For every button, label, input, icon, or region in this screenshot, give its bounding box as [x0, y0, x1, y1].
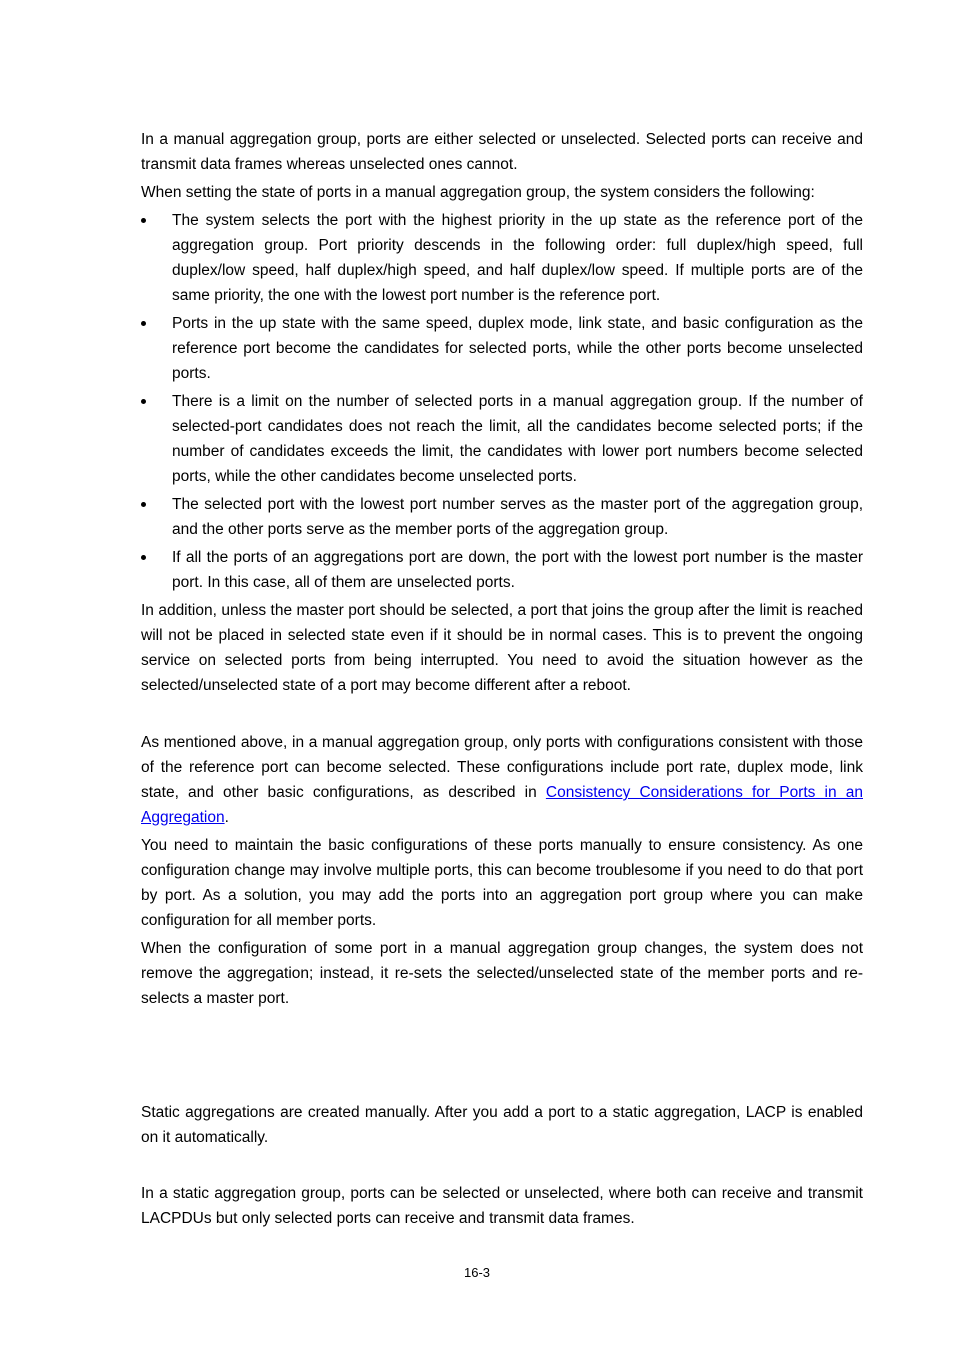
section-spacer: [141, 701, 863, 730]
paragraph-static-aggregation: Static aggregations are created manually. After you add a port to a static aggregation, LACP is enabled on it automatically.: [141, 1104, 863, 1146]
list-item: [141, 311, 863, 386]
list-item-text: If all the ports of an aggregations port are down, the port with the lowest port number is the master port. In this case, all of them are unselected ports.: [172, 549, 863, 591]
document-body: [141, 127, 863, 1234]
bullet-icon: [141, 502, 146, 507]
paragraph-static-states: In a static aggregation group, ports can be selected or unselected, where both can receive and transmit LACPDUs but only selected ports can receive and transmit data frames.: [141, 1185, 863, 1227]
paragraph-consistency: [141, 730, 863, 830]
page-number: 16-3: [463, 1265, 491, 1280]
bullet-icon: [141, 321, 146, 326]
section-spacer: [141, 1153, 863, 1181]
paragraph-config-change: When the configuration of some port in a manual aggregation group changes, the system does not remove the aggregation; instead, it re-sets the selected/unselected state of the member ports and re-selects a master port.: [141, 940, 863, 1007]
list-item: [141, 492, 863, 542]
paragraph-state-intro: When setting the state of ports in a manual aggregation group, the system considers the following:: [141, 184, 815, 201]
bullet-icon: [141, 218, 146, 223]
list-item-text: Ports in the up state with the same speed, duplex mode, link state, and basic configuration as the reference port become the candidates for selected ports, while the other ports become unselected ports.: [172, 315, 863, 382]
list-item-text: There is a limit on the number of selected ports in a manual aggregation group. If the number of selected-port candidates does not reach the limit, all the candidates become selected ports; if the number of candidates exceeds the limit, the candidates with lower port numbers become selected ports, while the other candidates become unselected ports.: [172, 393, 863, 485]
bullet-icon: [141, 555, 146, 560]
paragraph-maintain-config: You need to maintain the basic configurations of these ports manually to ensure consistency. As one configuration change may involve multiple ports, this can become troublesome if you need to do that port by port. As a solution, you may add the ports into an aggregation port group where you can make configuration for all member ports.: [141, 837, 863, 929]
section-spacer: [141, 1014, 863, 1100]
list-item-text: The selected port with the lowest port number serves as the master port of the aggregation group, and the other ports serve as the member ports of the aggregation group.: [172, 496, 863, 538]
consistency-considerations-link[interactable]: Consistency Considerations for Ports in an Aggregation: [141, 784, 863, 826]
list-item: [141, 389, 863, 489]
paragraph-text: As mentioned above, in a manual aggregation group, only ports with configurations consistent with those of the reference port can become selected. These configurations include port rate, duplex mode, link state, and other basic configurations, as described in: [141, 734, 863, 801]
paragraph-limit-note: In addition, unless the master port should be selected, a port that joins the group after the limit is reached will not be placed in selected state even if it should be in normal cases. This is to prevent the ongoing service on selected ports from being interrupted. You need to avoid the situation however as the selected/unselected state of a port may become different after a reboot.: [141, 602, 863, 694]
paragraph-text: .: [224, 809, 229, 826]
state-rules-list: [141, 208, 863, 595]
bullet-icon: [141, 399, 146, 404]
list-item: [141, 545, 863, 595]
list-item-text: The system selects the port with the highest priority in the up state as the reference port of the aggregation group. Port priority descends in the following order: full duplex/high speed, full duplex/low speed, half duplex/high speed, and half duplex/low speed. If multiple ports are of the same priority, the one with the lowest port number is the reference port.: [172, 212, 863, 304]
list-item: [141, 208, 863, 308]
paragraph-selected-unselected: In a manual aggregation group, ports are either selected or unselected. Selected ports can receive and transmit data frames whereas unselected ones cannot.: [141, 131, 863, 173]
